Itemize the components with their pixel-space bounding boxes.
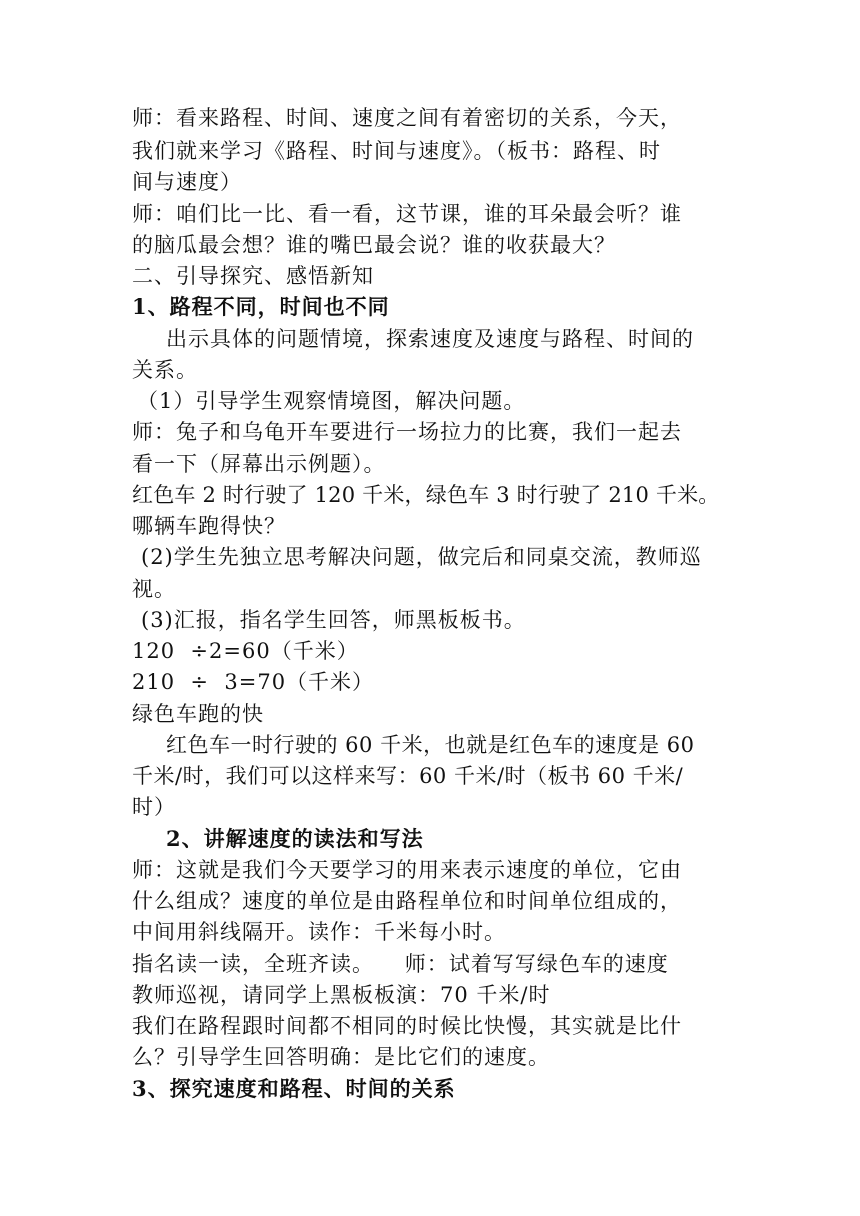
text-line: 出示具体的问题情境，探索速度及速度与路程、时间的	[166, 327, 694, 351]
text-line: 的脑瓜最会想？谁的嘴巴最会说？谁的收获最大？	[132, 233, 616, 257]
text-line: 我们在路程跟时间都不相同的时候比快慢，其实就是比什	[132, 1014, 682, 1038]
text-line: (3)汇报，指名学生回答，师黑板板书。	[141, 608, 526, 632]
text-line: 间与速度）	[132, 170, 242, 194]
text-line: 师：咱们比一比、看一看，这节课，谁的耳朵最会听？谁	[132, 202, 682, 226]
subsection-heading: 3、探究速度和路程、时间的关系	[132, 1076, 456, 1101]
subsection-heading: 2、讲解速度的读法和写法	[166, 826, 424, 851]
text-line: 么？引导学生回答明确：是比它们的速度。	[132, 1045, 550, 1069]
text-line: 师：这就是我们今天要学习的用来表示速度的单位，它由	[132, 858, 682, 882]
text-line: 教师巡视，请同学上黑板板演：70 千米/时	[132, 983, 551, 1007]
section-heading: 二、引导探究、感悟新知	[132, 264, 374, 288]
text-line: 时）	[132, 795, 176, 819]
text-line: 千米/时，我们可以这样来写：60 千米/时（板书 60 千米/	[132, 764, 684, 788]
text-line: 指名读一读，全班齐读。 师：试着写写绿色车的速度	[132, 952, 669, 976]
text-line: 中间用斜线隔开。读作：千米每小时。	[132, 920, 506, 944]
subsection-heading: 1、路程不同，时间也不同	[132, 294, 390, 319]
formula-line: 120 ÷2=60（千米）	[132, 639, 359, 663]
text-line: （1）引导学生观察情境图，解决问题。	[137, 389, 526, 413]
text-line: 师：看来路程、时间、速度之间有着密切的关系，今天，	[132, 106, 682, 130]
text-line: 我们就来学习《路程、时间与速度》。（板书：路程、时	[132, 139, 661, 163]
text-line: 绿色车跑的快	[132, 702, 264, 726]
formula-line: 210 ÷ 3=70（千米）	[132, 670, 375, 694]
text-line: 红色车一时行驶的 60 千米，也就是红色车的速度是 60	[166, 733, 695, 757]
text-line: 师：兔子和乌龟开车要进行一场拉力的比赛，我们一起去	[132, 420, 682, 444]
text-line: 视。	[132, 577, 176, 601]
text-line: 看一下（屏幕出示例题）。	[132, 452, 386, 476]
text-line: 关系。	[132, 358, 198, 382]
text-line: 哪辆车跑得快？	[132, 514, 286, 538]
text-line: (2)学生先独立思考解决问题，做完后和同桌交流，教师巡	[141, 545, 702, 569]
text-line: 红色车 2 时行驶了 120 千米，绿色车 3 时行驶了 210 千米。	[132, 483, 720, 507]
text-line: 什么组成？速度的单位是由路程单位和时间单位组成的，	[132, 889, 682, 913]
